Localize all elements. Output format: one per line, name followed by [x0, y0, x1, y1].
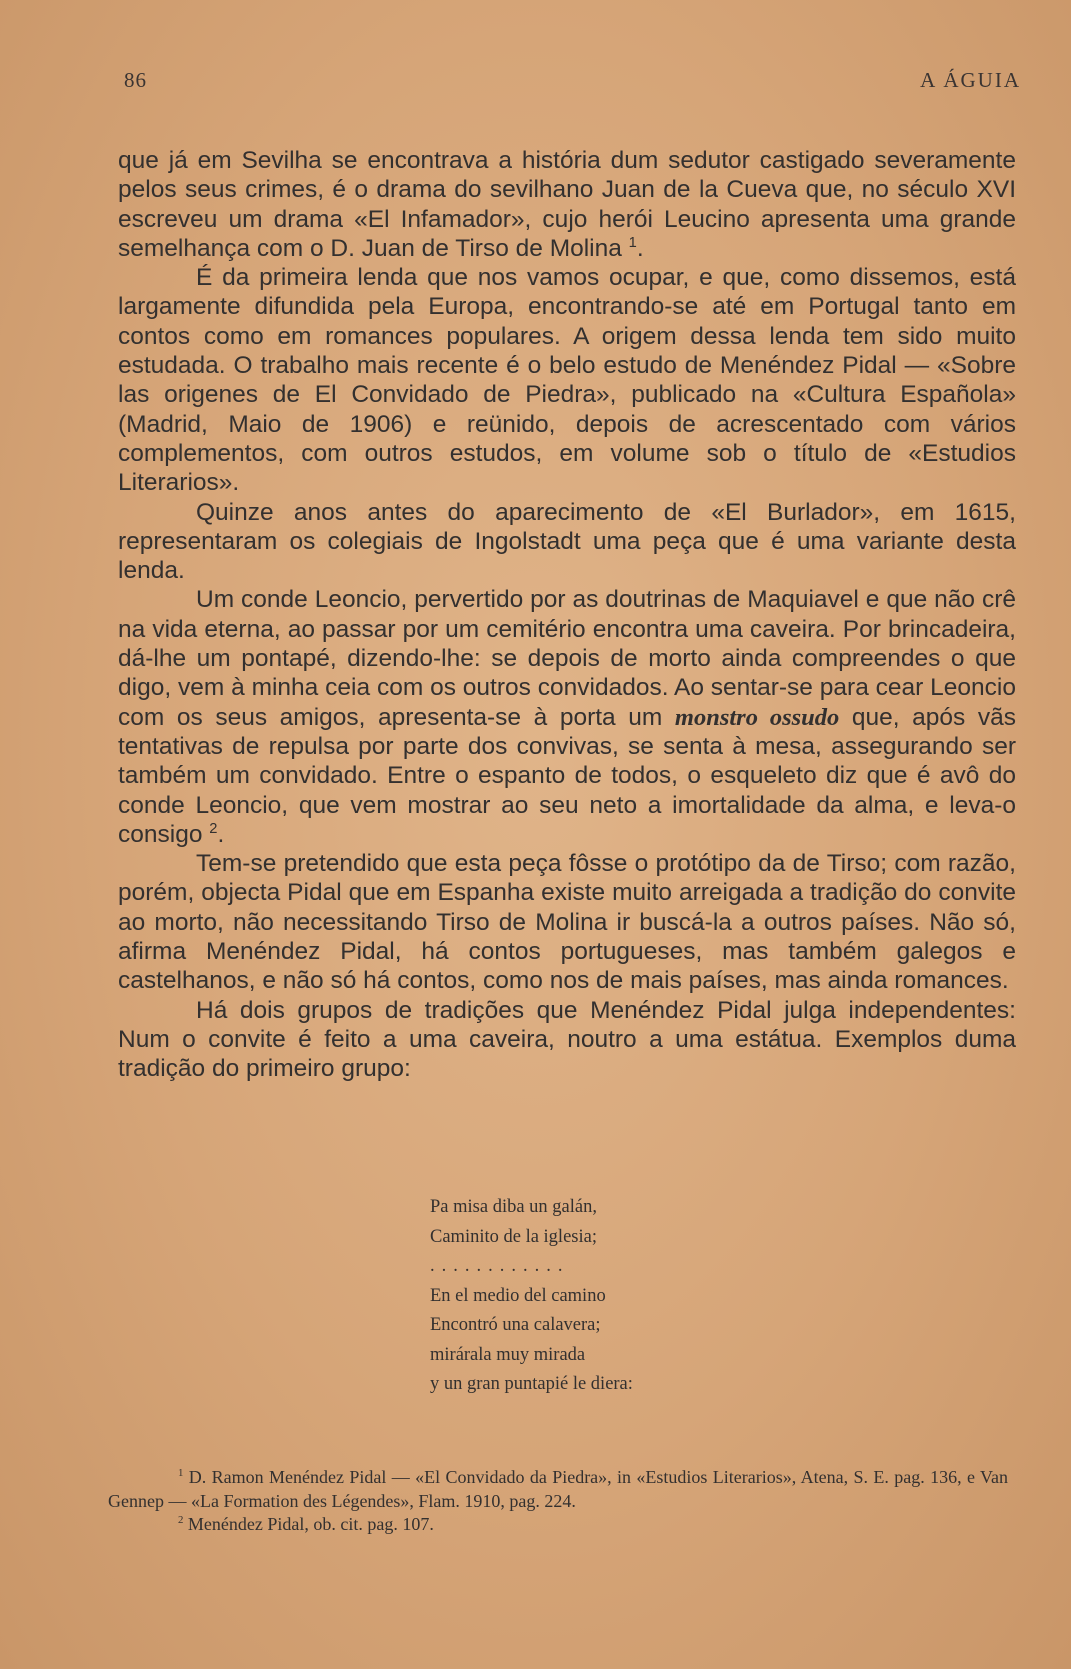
paragraph-3: Quinze anos antes do aparecimento de «El Burlador», em 1615, representaram os colegiais de Ingolstadt uma peça que é uma variante desta lenda. — [118, 498, 1016, 585]
footnote-2: $^2$ Menéndez Pidal, ob. cit. pag. 107. — [178, 1514, 434, 1534]
poem-line: Caminito de la iglesia; — [430, 1226, 597, 1247]
paragraph-2: É da primeira lenda que nos vamos ocupar, e que, como dissemos, está largamente difundida pela Europa, encontrando-se até em Portugal tanto em contos como em romances populares. A origem dessa lenda tem sido muito estudada. O trabalho mais recente é o belo estudo de Menéndez Pidal — «Sobre las origenes de El Convidado de Piedra», publicado na «Cultura Española» (Madrid, Maio de 1906) e reünido, depois de acrescentado com vários complementos, com outros estudos, em volume sob o título de «Estudios Literarios». — [118, 264, 1016, 497]
poem-line: En el medio del camino — [430, 1285, 606, 1306]
poem-line: Pa misa diba un galán, — [430, 1197, 597, 1217]
italic-phrase: monstro ossudo — [674, 703, 840, 731]
paragraph-6: Há dois grupos de tradições que Menéndez Pidal julga independentes: Num o convite é feito a uma caveira, noutro a uma estátua. Exemplos duma tradição do primeiro grupo: — [118, 996, 1016, 1083]
poem-line: y un gran puntapié le diera: — [430, 1374, 633, 1394]
footnote-mark: 2 — [178, 1514, 184, 1526]
paragraph-4: Um conde Leoncio, pervertido por as doutrinas de Maquiavel e que não crê na vida eterna, ao passar por um cemitério encontra uma caveira. Por brincadeira, dá-lhe um pontapé, dizendo-lhe: se depois de morto ainda compreendes o que digo, vem à minha ceia com os outros convidados. Ao sentar-se para cear Leoncio com os seus amigos, apresenta-se à porta um monstro ossudo que, após vãs tentativas de repulsa por parte dos convivas, se senta à mesa, assegurando ser também um convidado. Entre o espanto de todos, o esqueleto diz que é avô do conde Leoncio, que vem mostrar ao seu neto a imortalidade da alma, e leva-o consigo $^2$. — [118, 586, 1016, 848]
footnotes — [108, 1466, 1008, 1537]
poem-line: Encontró una calavera; — [430, 1315, 601, 1335]
ellipsis-dots: ............ — [430, 1256, 570, 1276]
poem-line: mirárala muy mirada — [430, 1344, 586, 1365]
paragraph-1: que já em Sevilha se encontrava a história dum sedutor castigado severamente pelos seus crimes, é o drama do sevilhano Juan de la Cueva que, no século XVI escreveu um drama «El Infamador», cujo herói Leucino apresenta uma grande semelhança com o D. Juan de Tirso de Molina $^1$. — [118, 147, 1016, 262]
footnote-1: $^1$ D. Ramon Menéndez Pidal — «El Convidado da Piedra», in «Estudios Literarios», Atena, S. E. pag. 136, e Van Gennep — «La Formation des Légendes», Flam. 1910, pag. 224. — [108, 1467, 1008, 1511]
footnote-ref-1: 1 — [628, 234, 637, 251]
footnote-mark: 1 — [178, 1467, 184, 1479]
footnote-ref-2: 2 — [209, 820, 218, 837]
paragraph-5: Tem-se pretendido que esta peça fôsse o protótipo da de Tirso; com razão, porém, objecta Pidal que em Espanha existe muito arreigada a tradição do convite ao morto, não necessitando Tirso de Molina ir buscá-la a outros países. Não só, afirma Menéndez Pidal, há contos portugueses, mas também galegos e castelhanos, e não só há contos, como nos de mais países, mas ainda romances. — [118, 850, 1016, 995]
poem-quotation — [430, 1193, 730, 1400]
journal-title: A ÁGUIA — [920, 68, 1021, 92]
page-number: 86 — [124, 68, 147, 92]
body-text — [118, 146, 1016, 1084]
